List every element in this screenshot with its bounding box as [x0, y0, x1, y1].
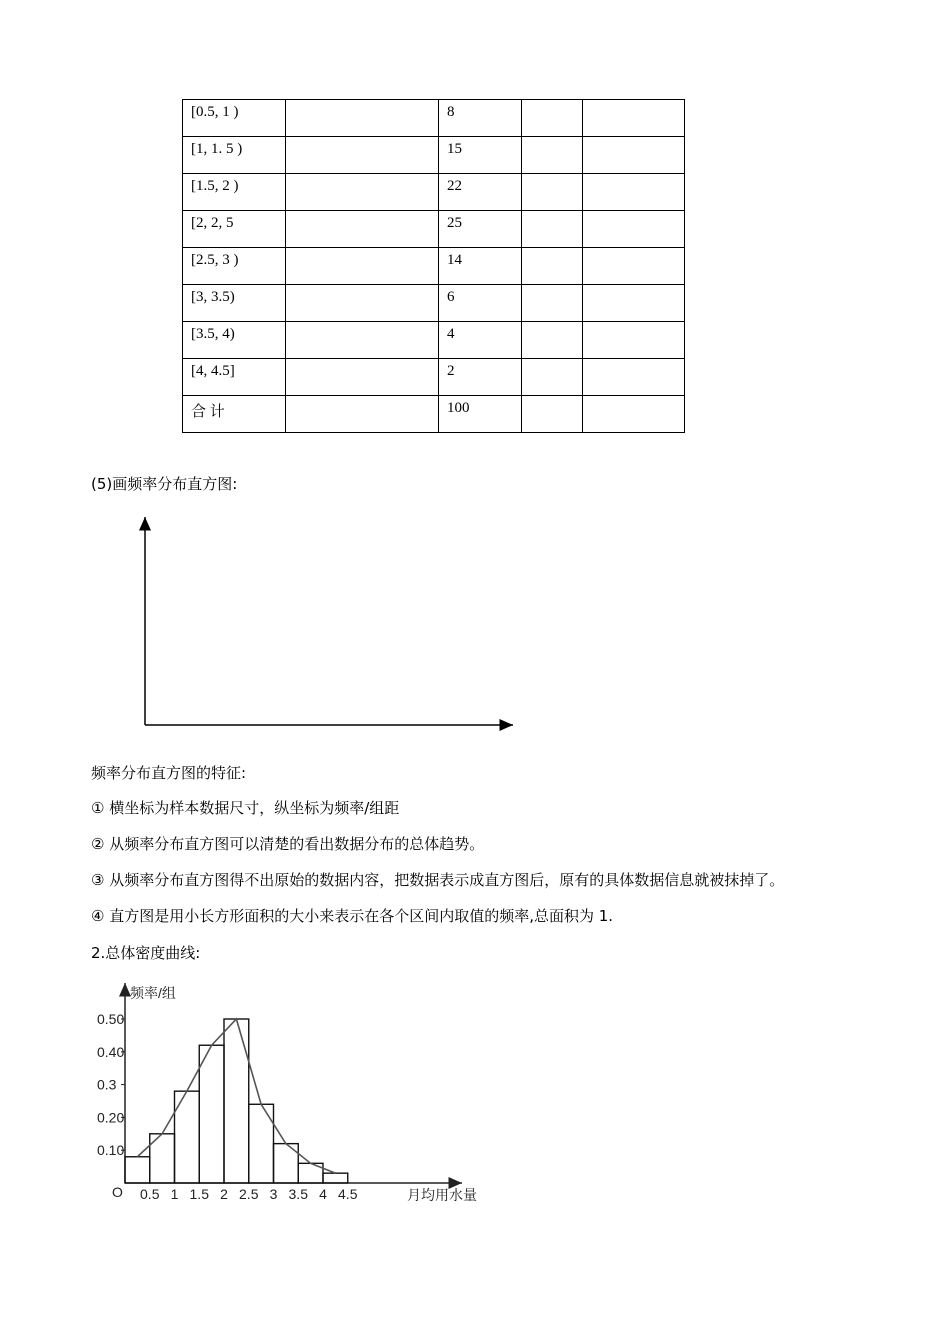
range-cell: [0.5, 1 ) — [183, 100, 286, 137]
hist-xlabel: 月均用水量 — [407, 1187, 477, 1203]
range-cell: [2, 2, 5 — [183, 211, 286, 248]
x-tick-label: 4 — [319, 1186, 327, 1202]
count-cell: 14 — [439, 248, 522, 285]
range-cell: [1, 1. 5 ) — [183, 137, 286, 174]
count-cell: 2 — [439, 359, 522, 396]
hist-bar — [249, 1104, 274, 1183]
x-tick-label: 2 — [220, 1186, 228, 1202]
feature-item-2: ② 从频率分布直方图可以清楚的看出数据分布的总体趋势。 — [91, 835, 485, 853]
y-tick-label: 0.10 — [97, 1142, 125, 1159]
section5-heading: (5)画频率分布直方图: — [91, 475, 238, 493]
y-tick-label: 0.3 — [97, 1076, 117, 1093]
y-tick-label: 0.40 — [97, 1043, 125, 1060]
x-tick-label: 0.5 — [140, 1186, 160, 1202]
count-cell: 4 — [439, 322, 522, 359]
density-heading: 2.总体密度曲线: — [91, 944, 201, 962]
hist-bar — [125, 1157, 150, 1183]
x-tick-label: 4.5 — [338, 1186, 358, 1202]
count-cell: 100 — [439, 396, 522, 433]
hist-origin-label: O — [112, 1184, 123, 1200]
x-tick-label: 3 — [269, 1186, 278, 1202]
x-tick-label: 3.5 — [288, 1186, 308, 1202]
range-cell: [3.5, 4) — [183, 322, 286, 359]
x-tick-label: 1.5 — [189, 1186, 209, 1202]
hist-bar — [323, 1173, 348, 1183]
count-cell: 6 — [439, 285, 522, 322]
hist-ylabel: 频率/组 — [130, 985, 176, 1001]
feature-item-3: ③ 从频率分布直方图得不出原始的数据内容，把数据表示成直方图后，原有的具体数据信息就被抹掉了。 — [91, 871, 785, 889]
count-cell: 22 — [439, 174, 522, 211]
range-cell: [2.5, 3 ) — [183, 248, 286, 285]
hist-bar — [224, 1019, 249, 1183]
feature-item-1: ① 横坐标为样本数据尺寸，纵坐标为频率/组距 — [91, 799, 400, 817]
range-cell: [4, 4.5] — [183, 359, 286, 396]
hist-bar — [199, 1045, 224, 1183]
y-tick-label: 0.50 — [97, 1011, 125, 1027]
range-cell: [1.5, 2 ) — [183, 174, 286, 211]
feature-item-4: ④ 直方图是用小长方形面积的大小来表示在各个区间内取值的频率,总面积为 1. — [91, 907, 614, 925]
count-cell: 25 — [439, 211, 522, 248]
range-cell: 合 计 — [183, 396, 286, 433]
y-tick-label: 0.20 — [97, 1109, 125, 1126]
features-heading: 频率分布直方图的特征: — [91, 764, 247, 782]
x-tick-label: 2.5 — [239, 1186, 259, 1202]
count-cell: 8 — [439, 100, 522, 137]
range-cell: [3, 3.5) — [183, 285, 286, 322]
density-curve — [137, 1019, 335, 1173]
count-cell: 15 — [439, 137, 522, 174]
x-tick-label: 1 — [170, 1186, 179, 1202]
